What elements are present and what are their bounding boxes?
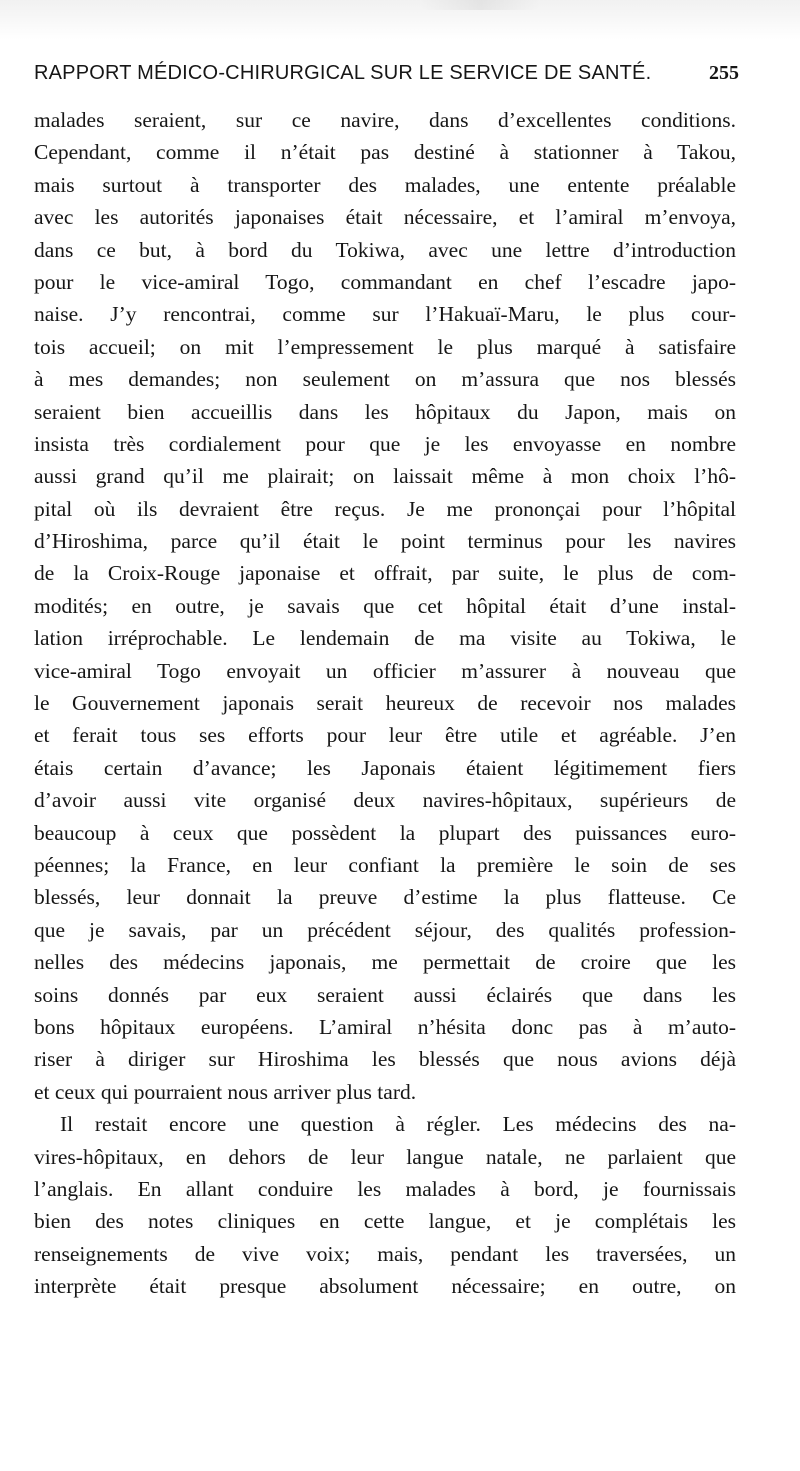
text-line: de la Croix-Rouge japonaise et offrait, par suite, le plus de com- bbox=[34, 561, 736, 586]
text-line: aussi grand qu’il me plairait; on laissait même à mon choix l’hô- bbox=[34, 464, 736, 489]
text-line: modités; en outre, je savais que cet hôpital était d’une instal- bbox=[34, 593, 736, 618]
body-text bbox=[34, 104, 736, 1302]
text-line: mais surtout à transporter des malades, une entente préalable bbox=[34, 172, 736, 197]
text-line: l’anglais. En allant conduire les malades à bord, je fournissais bbox=[34, 1176, 736, 1201]
text-line: interprète était presque absolument nécessaire; en outre, on bbox=[34, 1274, 736, 1299]
text-line: dans ce but, à bord du Tokiwa, avec une lettre d’introduction bbox=[34, 237, 736, 262]
text-line: tois accueil; on mit l’empressement le plus marqué à satisfaire bbox=[34, 334, 736, 359]
text-line: renseignements de vive voix; mais, pendant les traversées, un bbox=[34, 1241, 736, 1266]
text-line: pital où ils devraient être reçus. Je me prononçai pour l’hôpital bbox=[34, 496, 736, 521]
text-line: blessés, leur donnait la preuve d’estime la plus flatteuse. Ce bbox=[34, 885, 736, 910]
text-line: à mes demandes; non seulement on m’assura que nos blessés bbox=[34, 367, 736, 392]
text-line: soins donnés par eux seraient aussi éclairés que dans les bbox=[34, 982, 736, 1007]
text-line: que je savais, par un précédent séjour, des qualités profession- bbox=[34, 917, 736, 942]
text-line: Cependant, comme il n’était pas destiné à stationner à Takou, bbox=[34, 140, 736, 165]
page-header bbox=[34, 62, 739, 96]
text-line: lation irréprochable. Le lendemain de ma visite au Tokiwa, le bbox=[34, 626, 736, 651]
text-line: avec les autorités japonaises était nécessaire, et l’amiral m’envoya, bbox=[34, 205, 736, 230]
text-line: vires-hôpitaux, en dehors de leur langue natale, ne parlaient que bbox=[34, 1144, 736, 1169]
paragraph-end-line: et ceux qui pourraient nous arriver plus tard. bbox=[34, 1079, 417, 1104]
paragraph-start-line: Il restait encore une question à régler. Les médecins des na- bbox=[60, 1112, 736, 1137]
text-line: d’Hiroshima, parce qu’il était le point terminus pour les navires bbox=[34, 529, 736, 554]
text-line: nelles des médecins japonais, me permettait de croire que les bbox=[34, 950, 736, 975]
text-line: beaucoup à ceux que possèdent la plupart des puissances euro- bbox=[34, 820, 736, 845]
text-line: insista très cordialement pour que je les envoyasse en nombre bbox=[34, 431, 736, 456]
text-line: étais certain d’avance; les Japonais étaient légitimement fiers bbox=[34, 755, 736, 780]
text-line: bien des notes cliniques en cette langue, et je complétais les bbox=[34, 1209, 736, 1234]
text-line: le Gouvernement japonais serait heureux de recevoir nos malades bbox=[34, 691, 736, 716]
text-line: péennes; la France, en leur confiant la première le soin de ses bbox=[34, 852, 736, 877]
running-head: RAPPORT MÉDICO-CHIRURGICAL SUR LE SERVICE DE SANTÉ. bbox=[34, 62, 652, 84]
text-line: seraient bien accueillis dans les hôpitaux du Japon, mais on bbox=[34, 399, 736, 424]
text-line: vice-amiral Togo envoyait un officier m’assurer à nouveau que bbox=[34, 658, 736, 683]
scan-smudge bbox=[420, 0, 540, 10]
text-line: naise. J’y rencontrai, comme sur l’Hakuaï-Maru, le plus cour- bbox=[34, 302, 736, 327]
page-number: 255 bbox=[709, 62, 739, 84]
text-line: malades seraient, sur ce navire, dans d’excellentes conditions. bbox=[34, 108, 736, 132]
text-line: pour le vice-amiral Togo, commandant en chef l’escadre japo- bbox=[34, 269, 736, 294]
text-line: bons hôpitaux européens. L’amiral n’hésita donc pas à m’auto- bbox=[34, 1014, 736, 1039]
text-line: et ferait tous ses efforts pour leur être utile et agréable. J’en bbox=[34, 723, 736, 748]
text-line: riser à diriger sur Hiroshima les blessés que nous avions déjà bbox=[34, 1047, 736, 1072]
text-line: d’avoir aussi vite organisé deux navires-hôpitaux, supérieurs de bbox=[34, 788, 736, 813]
